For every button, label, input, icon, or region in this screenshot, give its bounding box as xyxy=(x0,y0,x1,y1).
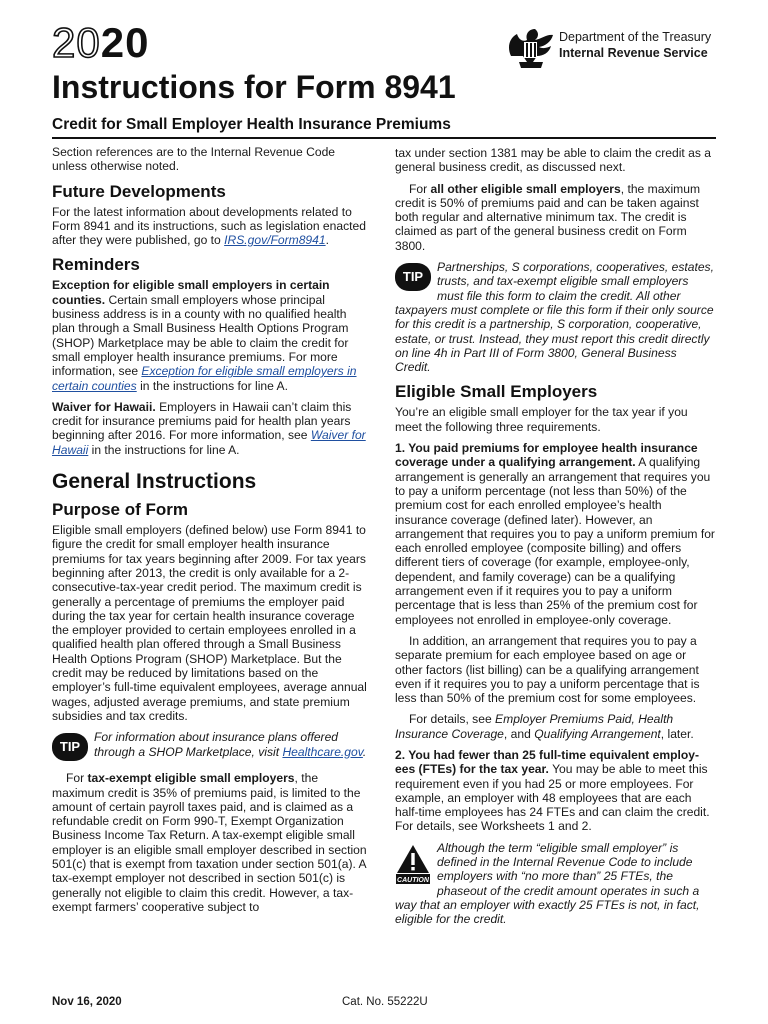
purpose-text: Eligible small employers (defined below) use Form 8941 to figure the credit for small employer health insurance premiums for tax years beginning after 2009. For tax years beginning after 2013, the credit is only available for a 2-consecutive-tax-year credit period. The maximum credit is generally a percentage of premiums the employer paid during the tax year for certain health insurance coverage the employer provided to certain employees enrolled in a qualified health plan offered through a Small Business Health Options Program (SHOP) Marketplace. But the credit may be reduced by limitations based on the employer’s full-time equivalent employees, average annual wages, adjusted average premiums, and state premium subsidies and tax credits. xyxy=(52,523,367,723)
waiver-hawaii-link[interactable]: Waiver for Hawaii xyxy=(52,428,366,457)
caution-callout xyxy=(395,841,715,927)
tip-callout: TIP For information about insurance plans offered through a SHOP Marketplace, visit Healthcare.gov. xyxy=(52,730,370,763)
tip-partnerships-text: Partnerships, S corporations, cooperatives, estates, trusts, and tax-exempt eligible small employers must file this form to claim the credit. All other taxpayers must complete or file this form if their only source for this credit is a partnership, S corporation, cooperative, estate, or trust. Instead, they must report this credit directly on line 4h in Part III of Form 3800, General Business Credit. xyxy=(395,260,714,375)
page-subtitle: Credit for Small Employer Health Insurance Premiums xyxy=(52,116,451,133)
exception-counties-link[interactable]: Exception for eligible small employers in certain counties xyxy=(52,364,357,393)
general-instructions-heading: General Instructions xyxy=(52,470,257,494)
footer-catalog-number: Cat. No. 55222U xyxy=(342,996,428,1008)
page-title: Instructions for Form 8941 xyxy=(52,69,456,105)
irs-form8941-link[interactable]: IRS.gov/Form8941 xyxy=(224,233,326,248)
agency-name: Internal Revenue Service xyxy=(559,46,708,60)
reminders-heading: Reminders xyxy=(52,255,140,275)
exception-paragraph: Exception for eligible small employers in certain counties. Certain small employers whose principal business address is in a county with no qualified health plan through a Small Business Health Options Program (SHOP) Marketplace may be able to claim the credit for small employer health insurance premiums. For more information, see Exception for eligible small employers in certain counties in the instructions for line A. xyxy=(52,278,357,393)
tip-icon: TIP xyxy=(395,263,431,291)
right-column xyxy=(395,146,715,935)
year-solid: 20 xyxy=(100,19,150,66)
eligible-intro: You’re an eligible small employer for the tax year if you meet the following three requirements. xyxy=(395,405,688,434)
healthcare-gov-link[interactable]: Healthcare.gov xyxy=(282,744,363,759)
future-developments-heading: Future Developments xyxy=(52,181,226,201)
agency-block xyxy=(505,26,720,74)
addition-paragraph: In addition, an arrangement that requires you to pay a separate premium for each employee based on age or other factors (list billing) can be a qualifying arrangement even if it requires you to pay a uniform percentage that is less than 50% of the premium cost for some employees. xyxy=(395,633,700,706)
purpose-of-form-heading: Purpose of Form xyxy=(52,500,189,520)
tip-callout-partnerships xyxy=(395,260,715,374)
caution-label: CAUTION xyxy=(397,876,429,884)
tax-exempt-paragraph: For tax-exempt eligible small employers, the maximum credit is 35% of premiums paid, is limited to the amount of certain payroll taxes paid, and is claimed as a refundable credit on Form 990-T, Exempt Organization Business Income Tax Return. A tax-exempt eligible small employer is an eligible small employer described in section 501(c) that is exempt from taxation under section 501(a). A tax-exempt employer not described in section 501(c) is generally not eligible to claim this credit. However, a tax-exempt farmers’ cooperative subject to xyxy=(52,771,367,914)
agency-department: Department of the Treasury xyxy=(559,30,712,44)
other-employers-paragraph: For all other eligible small employers, the maximum credit is 50% of premiums paid and can be taken against both regular and alternative minimum tax. The credit is claimed as part of the general business credit on Form 3800. xyxy=(395,181,701,253)
requirement-1-paragraph: 1. You paid premiums for employee health insurance coverage under a qualifying arrangement. A qualifying arrangement is generally an arrangement that requires you to pay a uniform percentage (not less than 50%) of the premium cost for each enrolled employee’s health insurance coverage (defined later). However, an arrangement that requires you to pay a uniform premium for each enrolled employee (composite billing) and offers different tiers of coverage (for example, employee-only, dependent, and family coverage) can be a qualifying arrangement even if it requires you to pay a uniform percentage that is less than 25% of the premium cost for employees not enrolled in employee-only coverage. xyxy=(395,441,715,627)
future-developments-text: For the latest information about developments related to Form 8941 and its instructions, such as legislation enacted after they were published, go to IRS.gov/Form8941. xyxy=(52,204,366,248)
irs-eagle-logo-icon xyxy=(505,26,557,72)
caution-icon xyxy=(395,843,431,885)
header-divider xyxy=(52,137,716,139)
hawaii-paragraph: Waiver for Hawaii. Employers in Hawaii can’t claim this credit for insurance premiums paid for health plan years beginning after 2016. For more information, see Waiver for Hawaii in the instructions for line A. xyxy=(52,399,366,457)
continued-text: tax under section 1381 may be able to claim the credit as a general business credit, as discussed next. xyxy=(395,146,711,175)
year-outline: 20 xyxy=(52,19,101,66)
intro-text: Section references are to the Internal Revenue Code unless otherwise noted. xyxy=(52,145,336,174)
caution-text: Although the term “eligible small employer” is defined in the Internal Revenue Code to include employers with “no more than” 25 FTEs, the phaseout of the credit amount operates in such a way that an employer with exactly 25 FTEs is not, in fact, eligible for the credit. xyxy=(395,840,700,927)
eligible-small-employers-heading: Eligible Small Employers xyxy=(395,382,598,402)
left-column xyxy=(52,145,370,914)
footer-date: Nov 16, 2020 xyxy=(52,996,122,1008)
details-paragraph: For details, see Employer Premiums Paid, Health Insurance Coverage, and Qualifying Arrangement, later. xyxy=(395,712,694,741)
tip-icon: TIP xyxy=(52,733,88,761)
form-year xyxy=(52,19,150,66)
requirement-2-paragraph: 2. You had fewer than 25 full-time equivalent employ-ees (FTEs) for the tax year. You may be able to meet this requirement even if you had 25 or more employees. For example, an employer with 48 employees that are each half-time employees has 24 FTEs and can claim the credit. For details, see Worksheets 1 and 2. xyxy=(395,747,710,834)
